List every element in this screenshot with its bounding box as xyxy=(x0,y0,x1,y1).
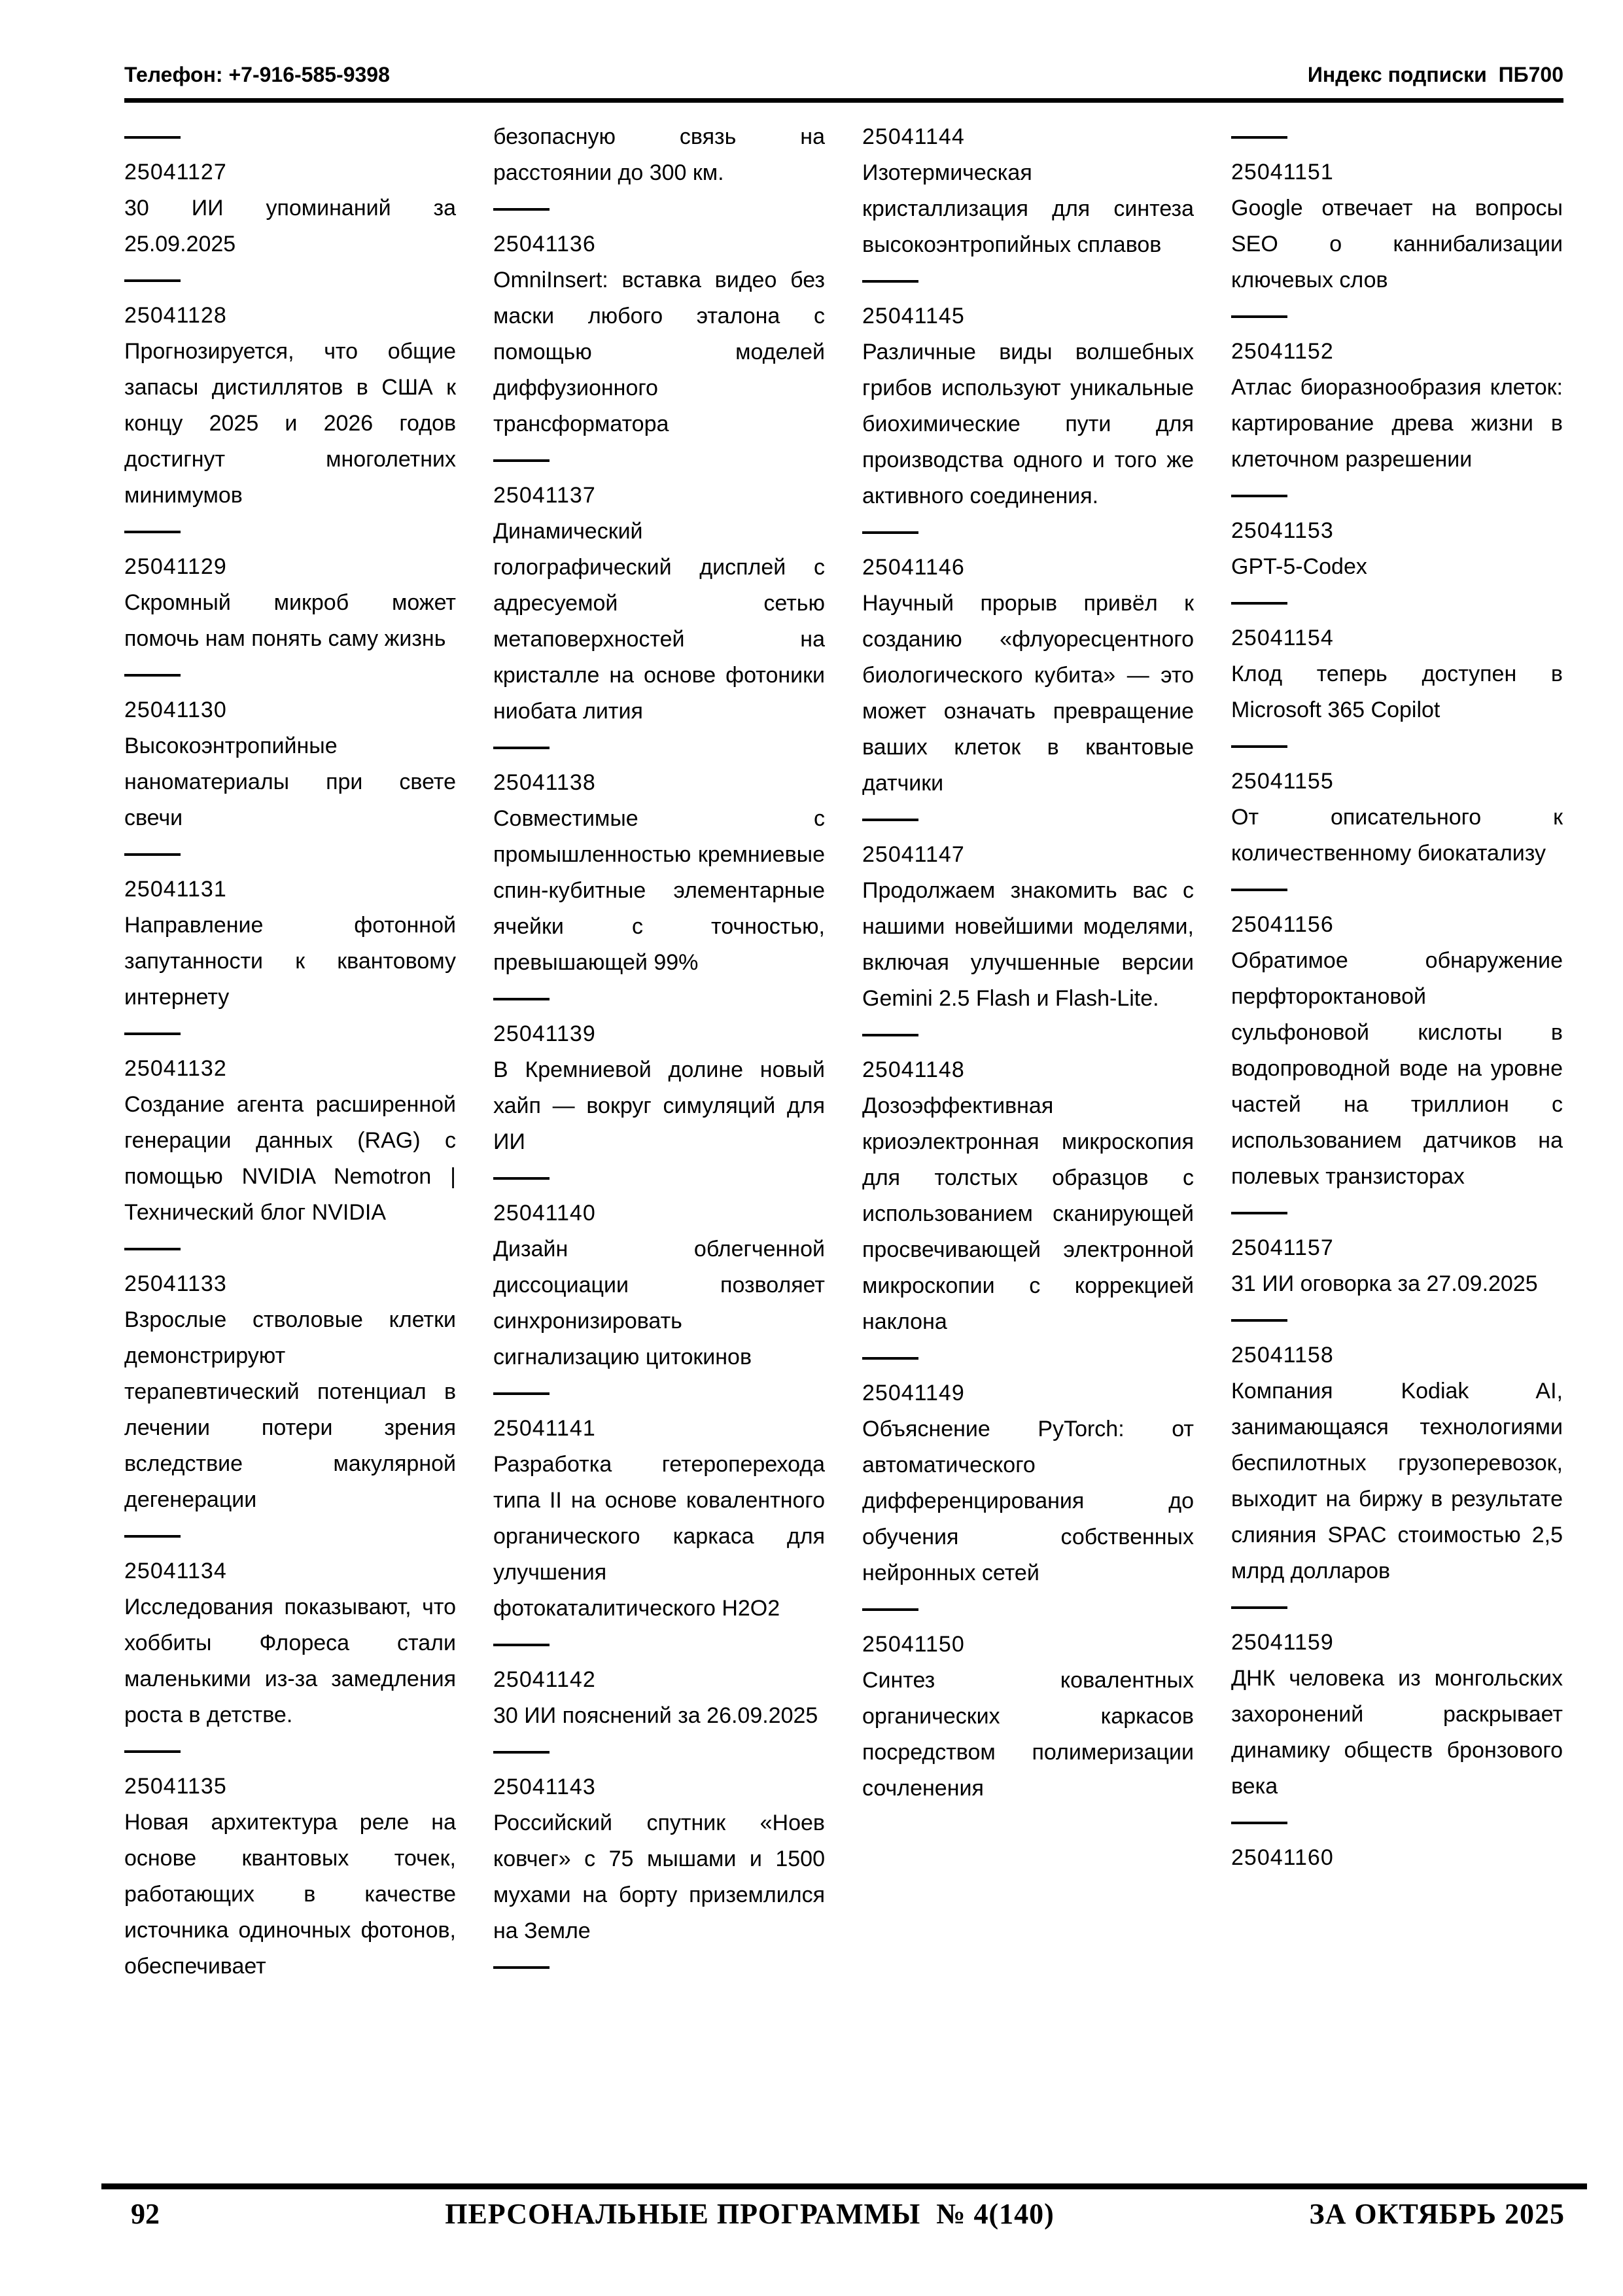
entry-separator xyxy=(1231,315,1287,318)
catalog-entry xyxy=(493,1016,825,1160)
entry-id: 25041149 xyxy=(862,1381,965,1405)
entry-separator xyxy=(493,998,550,1000)
entry-text: Прогнозируется, что общие запасы дистиллятов в США к концу 2025 и 2026 годов достигнут многолетних минимумов xyxy=(124,339,456,508)
entry-id: 25041131 xyxy=(124,877,227,902)
entry-separator xyxy=(1231,495,1287,497)
entry-separator xyxy=(1231,136,1287,139)
catalog-entry xyxy=(124,298,456,514)
entry-text: Скромный микроб может помочь нам понять саму жизнь xyxy=(124,590,456,651)
entry-text: Взрослые стволовые клетки демонстрируют терапевтический потенциал в лечении потери зрения вследствие макулярной дегенерации xyxy=(124,1307,456,1512)
entry-text: Объяснение PyTorch: от автоматического дифференцирования до обучения собственных нейронных сетей xyxy=(862,1417,1194,1585)
phone-number: Телефон: +7-916-585-9398 xyxy=(124,63,390,86)
entry-text: Новая архитектура реле на основе квантовых точек, работающих в качестве источника одиночных фотонов, обеспечивает xyxy=(124,1810,456,1979)
footer-title: ПЕРСОНАЛЬНЫЕ ПРОГРАММЫ № 4(140) xyxy=(445,2198,1055,2230)
entry-separator xyxy=(493,459,550,462)
entry-separator xyxy=(862,1608,918,1611)
entry-separator xyxy=(1231,1822,1287,1824)
catalog-entry xyxy=(124,692,456,836)
entry-separator xyxy=(1231,745,1287,748)
entry-text: Научный прорыв привёл к созданию «флуоресцентного биологического кубита» — это может означать превращение ваших клеток в квантовые датчики xyxy=(862,591,1194,796)
entry-id: 25041148 xyxy=(862,1057,965,1082)
entry-text: Разработка гетероперехода типа II на основе ковалентного органического каркаса для улучшения фотокаталитического H2O2 xyxy=(493,1452,825,1621)
catalog-entry xyxy=(1231,1230,1563,1302)
catalog-entry xyxy=(862,1375,1194,1591)
entry-id: 25041127 xyxy=(124,160,227,185)
entry-id: 25041156 xyxy=(1231,912,1334,937)
entry-separator xyxy=(1231,1319,1287,1322)
catalog-entry xyxy=(1231,1337,1563,1589)
catalog-entry xyxy=(124,1769,456,1985)
entry-separator xyxy=(862,531,918,534)
entry-id: 25041142 xyxy=(493,1667,596,1692)
catalog-entry xyxy=(1231,907,1563,1195)
entry-id: 25041138 xyxy=(493,770,596,795)
catalog-entry xyxy=(862,1627,1194,1807)
entry-text: Компания Kodiak AI, занимающаяся технологиями беспилотных грузоперевозок, выходит на биржу в результате слияния SPAC стоимостью 2,5 млрд долларов xyxy=(1231,1379,1563,1583)
entry-text: Высокоэнтропийные наноматериалы при свете свечи xyxy=(124,733,456,830)
entry-text: Атлас биоразнообразия клеток: картирование древа жизни в клеточном разрешении xyxy=(1231,375,1563,472)
entry-text: ДНК человека из монгольских захоронений раскрывает динамику обществ бронзового века xyxy=(1231,1666,1563,1799)
catalog-entry xyxy=(862,550,1194,802)
entry-separator xyxy=(493,1966,550,1969)
entry-text: 31 ИИ оговорка за 27.09.2025 xyxy=(1231,1271,1538,1296)
entry-text: Исследования показывают, что хоббиты Флореса стали маленькими из-за замедления роста в детстве. xyxy=(124,1595,456,1727)
catalog-entry-continuation xyxy=(493,119,825,191)
entry-separator xyxy=(493,1644,550,1646)
entry-id: 25041128 xyxy=(124,303,227,328)
entry-text: Google отвечает на вопросы SEO о каннибализации ключевых слов xyxy=(1231,196,1563,292)
catalog-entry xyxy=(862,119,1194,263)
entry-id: 25041153 xyxy=(1231,518,1334,543)
entry-text: В Кремниевой долине новый хайп — вокруг симуляций для ИИ xyxy=(493,1057,825,1154)
entry-id: 25041147 xyxy=(862,842,965,867)
catalog-entry xyxy=(124,549,456,657)
entry-separator xyxy=(124,531,181,533)
footer-divider xyxy=(101,2183,1587,2189)
entry-text: Создание агента расширенной генерации данных (RAG) с помощью NVIDIA Nemotron | Технический блог NVIDIA xyxy=(124,1092,456,1225)
catalog-entry xyxy=(1231,1840,1563,1876)
entry-separator xyxy=(493,747,550,749)
footer-period: ЗА ОКТЯБРЬ 2025 xyxy=(1309,2198,1565,2230)
entry-text: От описательного к количественному биокатализу xyxy=(1231,805,1563,866)
entry-text: Изотермическая кристаллизация для синтеза высокоэнтропийных сплавов xyxy=(862,160,1194,257)
catalog-entry xyxy=(1231,620,1563,728)
page-number: 92 xyxy=(131,2198,160,2230)
entry-text: Направление фотонной запутанности к квантовому интернету xyxy=(124,913,456,1010)
entry-text: Динамический голографический дисплей с адресуемой сетью метаповерхностей на кристалле на основе фотоники ниобата лития xyxy=(493,519,825,724)
catalog-entry xyxy=(1231,334,1563,478)
catalog-entry xyxy=(493,1195,825,1375)
entry-text: Продолжаем знакомить вас с нашими новейшими моделями, включая улучшенные версии Gemini 2.5 Flash и Flash-Lite. xyxy=(862,878,1194,1011)
page-footer xyxy=(131,2197,1565,2231)
entry-id: 25041158 xyxy=(1231,1343,1334,1368)
entry-text: Совместимые с промышленностью кремниевые спин-кубитные элементарные ячейки с точностью, превышающей 99% xyxy=(493,806,825,975)
entry-id: 25041154 xyxy=(1231,626,1334,650)
column-2 xyxy=(493,119,825,1985)
entry-text: безопасную связь на расстоянии до 300 км. xyxy=(493,124,825,185)
entry-id: 25041152 xyxy=(1231,339,1334,364)
catalog-entry xyxy=(493,478,825,730)
header-divider xyxy=(124,98,1563,103)
entry-id: 25041145 xyxy=(862,304,965,328)
entry-separator xyxy=(493,208,550,211)
entry-separator xyxy=(1231,1212,1287,1214)
entry-separator xyxy=(124,1248,181,1250)
entry-text: Синтез ковалентных органических каркасов посредством полимеризации сочленения xyxy=(862,1668,1194,1801)
catalog-entry xyxy=(124,1266,456,1518)
entry-id: 25041135 xyxy=(124,1774,227,1799)
entry-id: 25041132 xyxy=(124,1056,227,1081)
entry-id: 25041141 xyxy=(493,1416,596,1441)
entry-separator xyxy=(493,1751,550,1754)
entry-separator xyxy=(124,1750,181,1753)
entry-text: Дозоэффективная криоэлектронная микроскопия для толстых образцов с использованием сканирующей просвечивающей электронной микроскопии с коррекцией наклона xyxy=(862,1093,1194,1334)
entry-separator xyxy=(493,1392,550,1395)
entry-separator xyxy=(862,1034,918,1036)
catalog-entry xyxy=(1231,1625,1563,1805)
entry-text: Российский спутник «Ноев ковчег» с 75 мышами и 1500 мухами на борту приземлился на Земле xyxy=(493,1810,825,1943)
entry-text: 30 ИИ упоминаний за 25.09.2025 xyxy=(124,196,456,256)
entry-text: Клод теперь доступен в Microsoft 365 Copilot xyxy=(1231,662,1563,722)
entry-text: OmniInsert: вставка видео без маски любого эталона с помощью моделей диффузионного трансформатора xyxy=(493,268,825,436)
catalog-entry xyxy=(1231,764,1563,872)
entry-id: 25041150 xyxy=(862,1632,965,1657)
catalog-entry xyxy=(124,1051,456,1231)
entry-id: 25041139 xyxy=(493,1021,596,1046)
catalog-entry xyxy=(862,298,1194,514)
catalog-entry xyxy=(493,1769,825,1949)
entry-text: GPT-5-Codex xyxy=(1231,554,1367,579)
entry-separator xyxy=(124,674,181,677)
column-4 xyxy=(1231,119,1563,1985)
entry-separator xyxy=(124,853,181,856)
entry-separator xyxy=(124,136,181,139)
entry-id: 25041133 xyxy=(124,1271,227,1296)
entry-separator xyxy=(124,1535,181,1538)
entry-separator xyxy=(1231,889,1287,891)
entry-separator xyxy=(1231,1606,1287,1609)
entry-id: 25041136 xyxy=(493,232,596,256)
entry-id: 25041151 xyxy=(1231,160,1334,185)
entry-separator xyxy=(862,819,918,821)
catalog-entry xyxy=(1231,513,1563,585)
entry-id: 25041143 xyxy=(493,1775,596,1799)
entry-text: Дизайн облегченной диссоциации позволяет синхронизировать сигнализацию цитокинов xyxy=(493,1237,825,1369)
catalog-entry xyxy=(124,1553,456,1733)
entry-id: 25041146 xyxy=(862,555,965,580)
entry-id: 25041134 xyxy=(124,1559,227,1583)
entry-id: 25041155 xyxy=(1231,769,1334,794)
catalog-entry xyxy=(493,226,825,442)
catalog-entry xyxy=(493,1662,825,1734)
catalog-entry xyxy=(862,837,1194,1017)
entry-id: 25041129 xyxy=(124,554,227,579)
catalog-entry xyxy=(124,872,456,1016)
column-3 xyxy=(862,119,1194,1985)
entry-text: Различные виды волшебных грибов используют уникальные биохимические пути для производства одного и того же активного соединения. xyxy=(862,340,1194,508)
entry-id: 25041157 xyxy=(1231,1235,1334,1260)
catalog-entry xyxy=(493,1411,825,1627)
entry-id: 25041140 xyxy=(493,1201,596,1226)
entry-id: 25041144 xyxy=(862,124,965,149)
entry-id: 25041130 xyxy=(124,698,227,722)
subscription-index: Индекс подписки ПБ700 xyxy=(1307,63,1563,86)
entry-text: 30 ИИ пояснений за 26.09.2025 xyxy=(493,1703,818,1728)
entry-separator xyxy=(1231,602,1287,605)
entry-separator xyxy=(862,1357,918,1360)
entry-separator xyxy=(124,279,181,282)
entry-separator xyxy=(124,1033,181,1035)
entry-separator xyxy=(862,280,918,283)
column-1 xyxy=(124,119,456,1985)
page-header xyxy=(124,63,1563,86)
catalog-entry xyxy=(124,154,456,262)
entry-id: 25041137 xyxy=(493,483,596,508)
catalog-entry xyxy=(493,765,825,981)
entry-id: 25041159 xyxy=(1231,1630,1334,1655)
catalog-entry xyxy=(1231,154,1563,298)
catalog-entry xyxy=(862,1052,1194,1340)
entries-grid xyxy=(124,119,1563,1985)
entry-text: Обратимое обнаружение перфтороктановой сульфоновой кислоты в водопроводной воде на уровне частей на триллион с использованием датчиков на полевых транзисторах xyxy=(1231,948,1563,1189)
entry-id: 25041160 xyxy=(1231,1845,1334,1870)
entry-separator xyxy=(493,1177,550,1180)
